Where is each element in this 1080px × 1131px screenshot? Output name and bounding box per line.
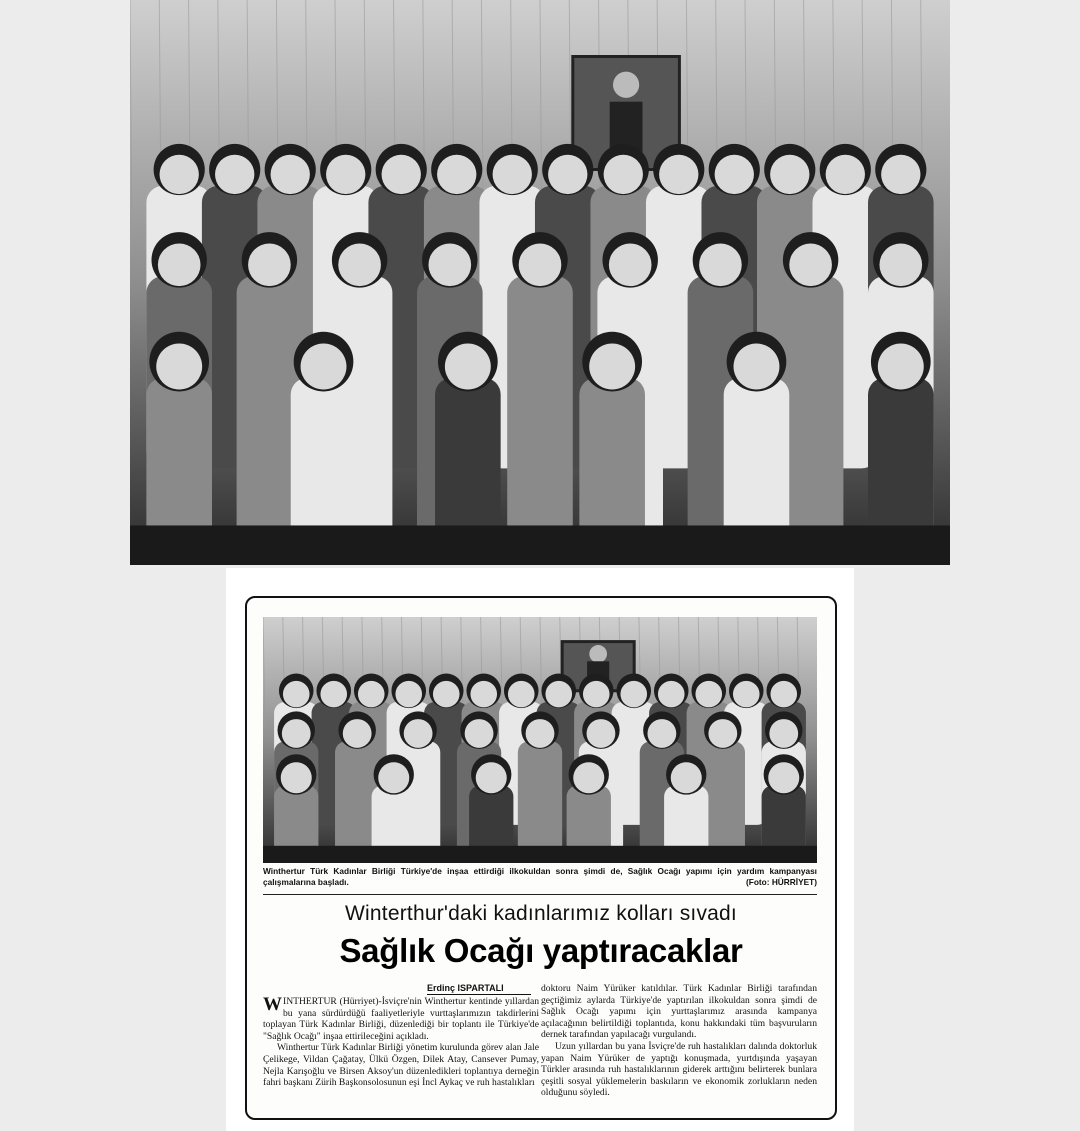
article-headline: Sağlık Ocağı yaptıracaklar [339,932,743,969]
article-byline: Erdinç ISPARTALI [427,983,531,995]
dropcap: W [263,994,282,1015]
group-photo [130,0,950,565]
clipping-photo-icon [263,617,817,863]
article-column-2 [541,983,817,1099]
photo-caption [263,866,817,888]
article-subhead: Winterthur'daki kadınlarımız kolları sıvadı [345,902,737,925]
clipping-photo [263,617,817,863]
caption-text: Winthertur Türk Kadınlar Birliği Türkiye'de inşaa ettirdiği ilkokuldan sonra şimdi de, Sağlık Ocağı yapımı için yardım kampanyası çalışmalarına başladı. [263,866,817,887]
divider [263,894,817,895]
caption-credit: (Foto: HÜRRİYET) [746,877,817,887]
col1-paragraph-1: INTHERTUR (Hürriyet)-İsviçre'nin Winthertur kentinde yıllardan bu yana sürdürdüğü faaliyetleriyle vurttaşlarımızın takdirlerini toplayan Türk Kadınlar Birliği, düzenlediği bir toplantı ile Türkiye'de "Sağlık Ocağı" inşaa ettirileceğini açıkladı. [263,996,539,1042]
group-photo-icon [130,0,950,565]
col2-paragraph-1: doktoru Naim Yürüker katıldılar. Türk Kadınlar Birliği tarafından geçtiğimiz aylarda Türkiye'de yaptırılan ilkokuldan sonra şimdi de Sağlık Ocağı yapımı için yurttaşlarımız arasında kampanya açılacağının belirtildiği toplantıda, konu hakkındaki tüm başvuruların dernek tarafından yapılacağı vurgulandı. [541,983,817,1041]
newspaper-clipping [226,568,854,1131]
clipping-frame [245,596,837,1120]
col1-paragraph-2: Winthertur Türk Kadınlar Birliği yönetim kurulunda görev alan Jale Çelikege, Vildan Çağatay, Ülkü Özgen, Dilek Atay, Cansever Pumay, Nejla Karışoğlu ve Birsen Aksoy'un düzenledikleri toplantıya derneğin fahri başkanı Zürih Başkonsolosunun eşi İncl Aykaç ve ruh hastalıkları [263,1042,539,1089]
col2-paragraph-2: Uzun yıllardan bu yana İsviçre'de ruh hastalıkları dalında doktorluk yapan Naim Yürüker de yaptığı konuşmada, yurtdışında yaşayan Türkler arasında ruh hastalıklarının giderek arttığını belirterek bunlara çeşitli sosyal yüklemelerin baskıların ve ekonomik zorlukların neden olduğunu söyledi. [541,1040,817,1099]
article-column-1 [263,996,539,1089]
